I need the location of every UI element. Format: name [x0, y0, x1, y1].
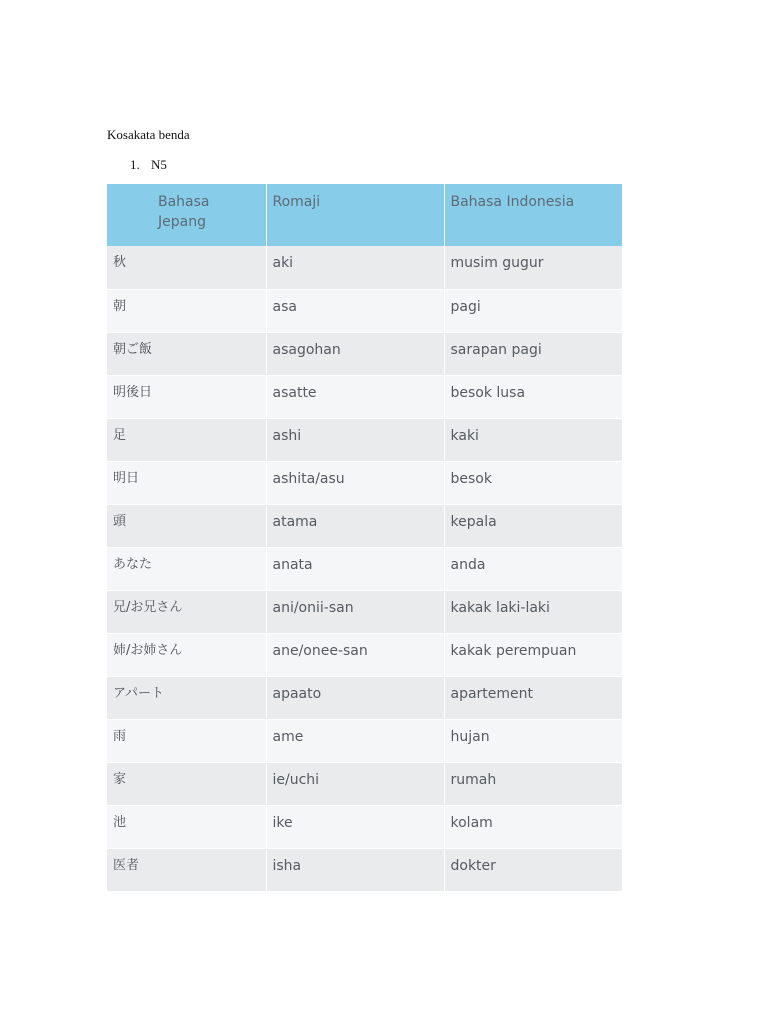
cell-indonesian: rumah — [444, 762, 622, 805]
cell-romaji: apaato — [266, 676, 444, 719]
cell-indonesian: hujan — [444, 719, 622, 762]
cell-japanese: 医者 — [107, 848, 266, 891]
cell-japanese: 足 — [107, 418, 266, 461]
cell-indonesian: kepala — [444, 504, 622, 547]
table-row — [107, 805, 622, 848]
cell-japanese: 朝 — [107, 289, 266, 332]
cell-indonesian: kaki — [444, 418, 622, 461]
cell-japanese: 姉/お姉さん — [107, 633, 266, 676]
cell-romaji: ane/onee-san — [266, 633, 444, 676]
cell-japanese: 兄/お兄さん — [107, 590, 266, 633]
cell-romaji: isha — [266, 848, 444, 891]
table-row — [107, 848, 622, 891]
table-row — [107, 246, 622, 289]
numbered-list-item — [130, 157, 167, 173]
cell-romaji: ani/onii-san — [266, 590, 444, 633]
cell-indonesian: dokter — [444, 848, 622, 891]
cell-indonesian: kakak laki-laki — [444, 590, 622, 633]
table-body — [107, 246, 622, 891]
table-row — [107, 504, 622, 547]
cell-japanese: 朝ご飯 — [107, 332, 266, 375]
table-row — [107, 676, 622, 719]
cell-indonesian: sarapan pagi — [444, 332, 622, 375]
list-label: N5 — [151, 157, 167, 172]
cell-japanese: 秋 — [107, 246, 266, 289]
cell-indonesian: anda — [444, 547, 622, 590]
table-row — [107, 375, 622, 418]
cell-japanese: あなた — [107, 547, 266, 590]
cell-indonesian: besok — [444, 461, 622, 504]
list-number: 1. — [130, 157, 140, 172]
cell-romaji: ashita/asu — [266, 461, 444, 504]
table-row — [107, 547, 622, 590]
cell-japanese: 明日 — [107, 461, 266, 504]
cell-romaji: ame — [266, 719, 444, 762]
cell-indonesian: kolam — [444, 805, 622, 848]
table-row — [107, 332, 622, 375]
cell-japanese: 池 — [107, 805, 266, 848]
cell-japanese: 明後日 — [107, 375, 266, 418]
table-row — [107, 633, 622, 676]
cell-romaji: ashi — [266, 418, 444, 461]
cell-indonesian: pagi — [444, 289, 622, 332]
vocabulary-table — [107, 184, 622, 892]
document-heading: Kosakata benda — [107, 127, 190, 142]
table-header-row — [107, 184, 622, 246]
cell-romaji: asa — [266, 289, 444, 332]
table-row — [107, 418, 622, 461]
table-row — [107, 590, 622, 633]
table-row — [107, 719, 622, 762]
cell-romaji: asagohan — [266, 332, 444, 375]
header-japanese: Bahasa Jepang — [107, 184, 266, 246]
table-row — [107, 762, 622, 805]
cell-indonesian: besok lusa — [444, 375, 622, 418]
cell-romaji: ike — [266, 805, 444, 848]
cell-romaji: asatte — [266, 375, 444, 418]
cell-romaji: anata — [266, 547, 444, 590]
header-indonesian: Bahasa Indonesia — [444, 184, 622, 246]
cell-japanese: アパート — [107, 676, 266, 719]
cell-indonesian: kakak perempuan — [444, 633, 622, 676]
header-romaji: Romaji — [266, 184, 444, 246]
cell-japanese: 家 — [107, 762, 266, 805]
table-row — [107, 289, 622, 332]
cell-romaji: aki — [266, 246, 444, 289]
cell-japanese: 雨 — [107, 719, 266, 762]
table-row — [107, 461, 622, 504]
cell-japanese: 頭 — [107, 504, 266, 547]
cell-romaji: atama — [266, 504, 444, 547]
cell-indonesian: musim gugur — [444, 246, 622, 289]
cell-romaji: ie/uchi — [266, 762, 444, 805]
cell-indonesian: apartement — [444, 676, 622, 719]
